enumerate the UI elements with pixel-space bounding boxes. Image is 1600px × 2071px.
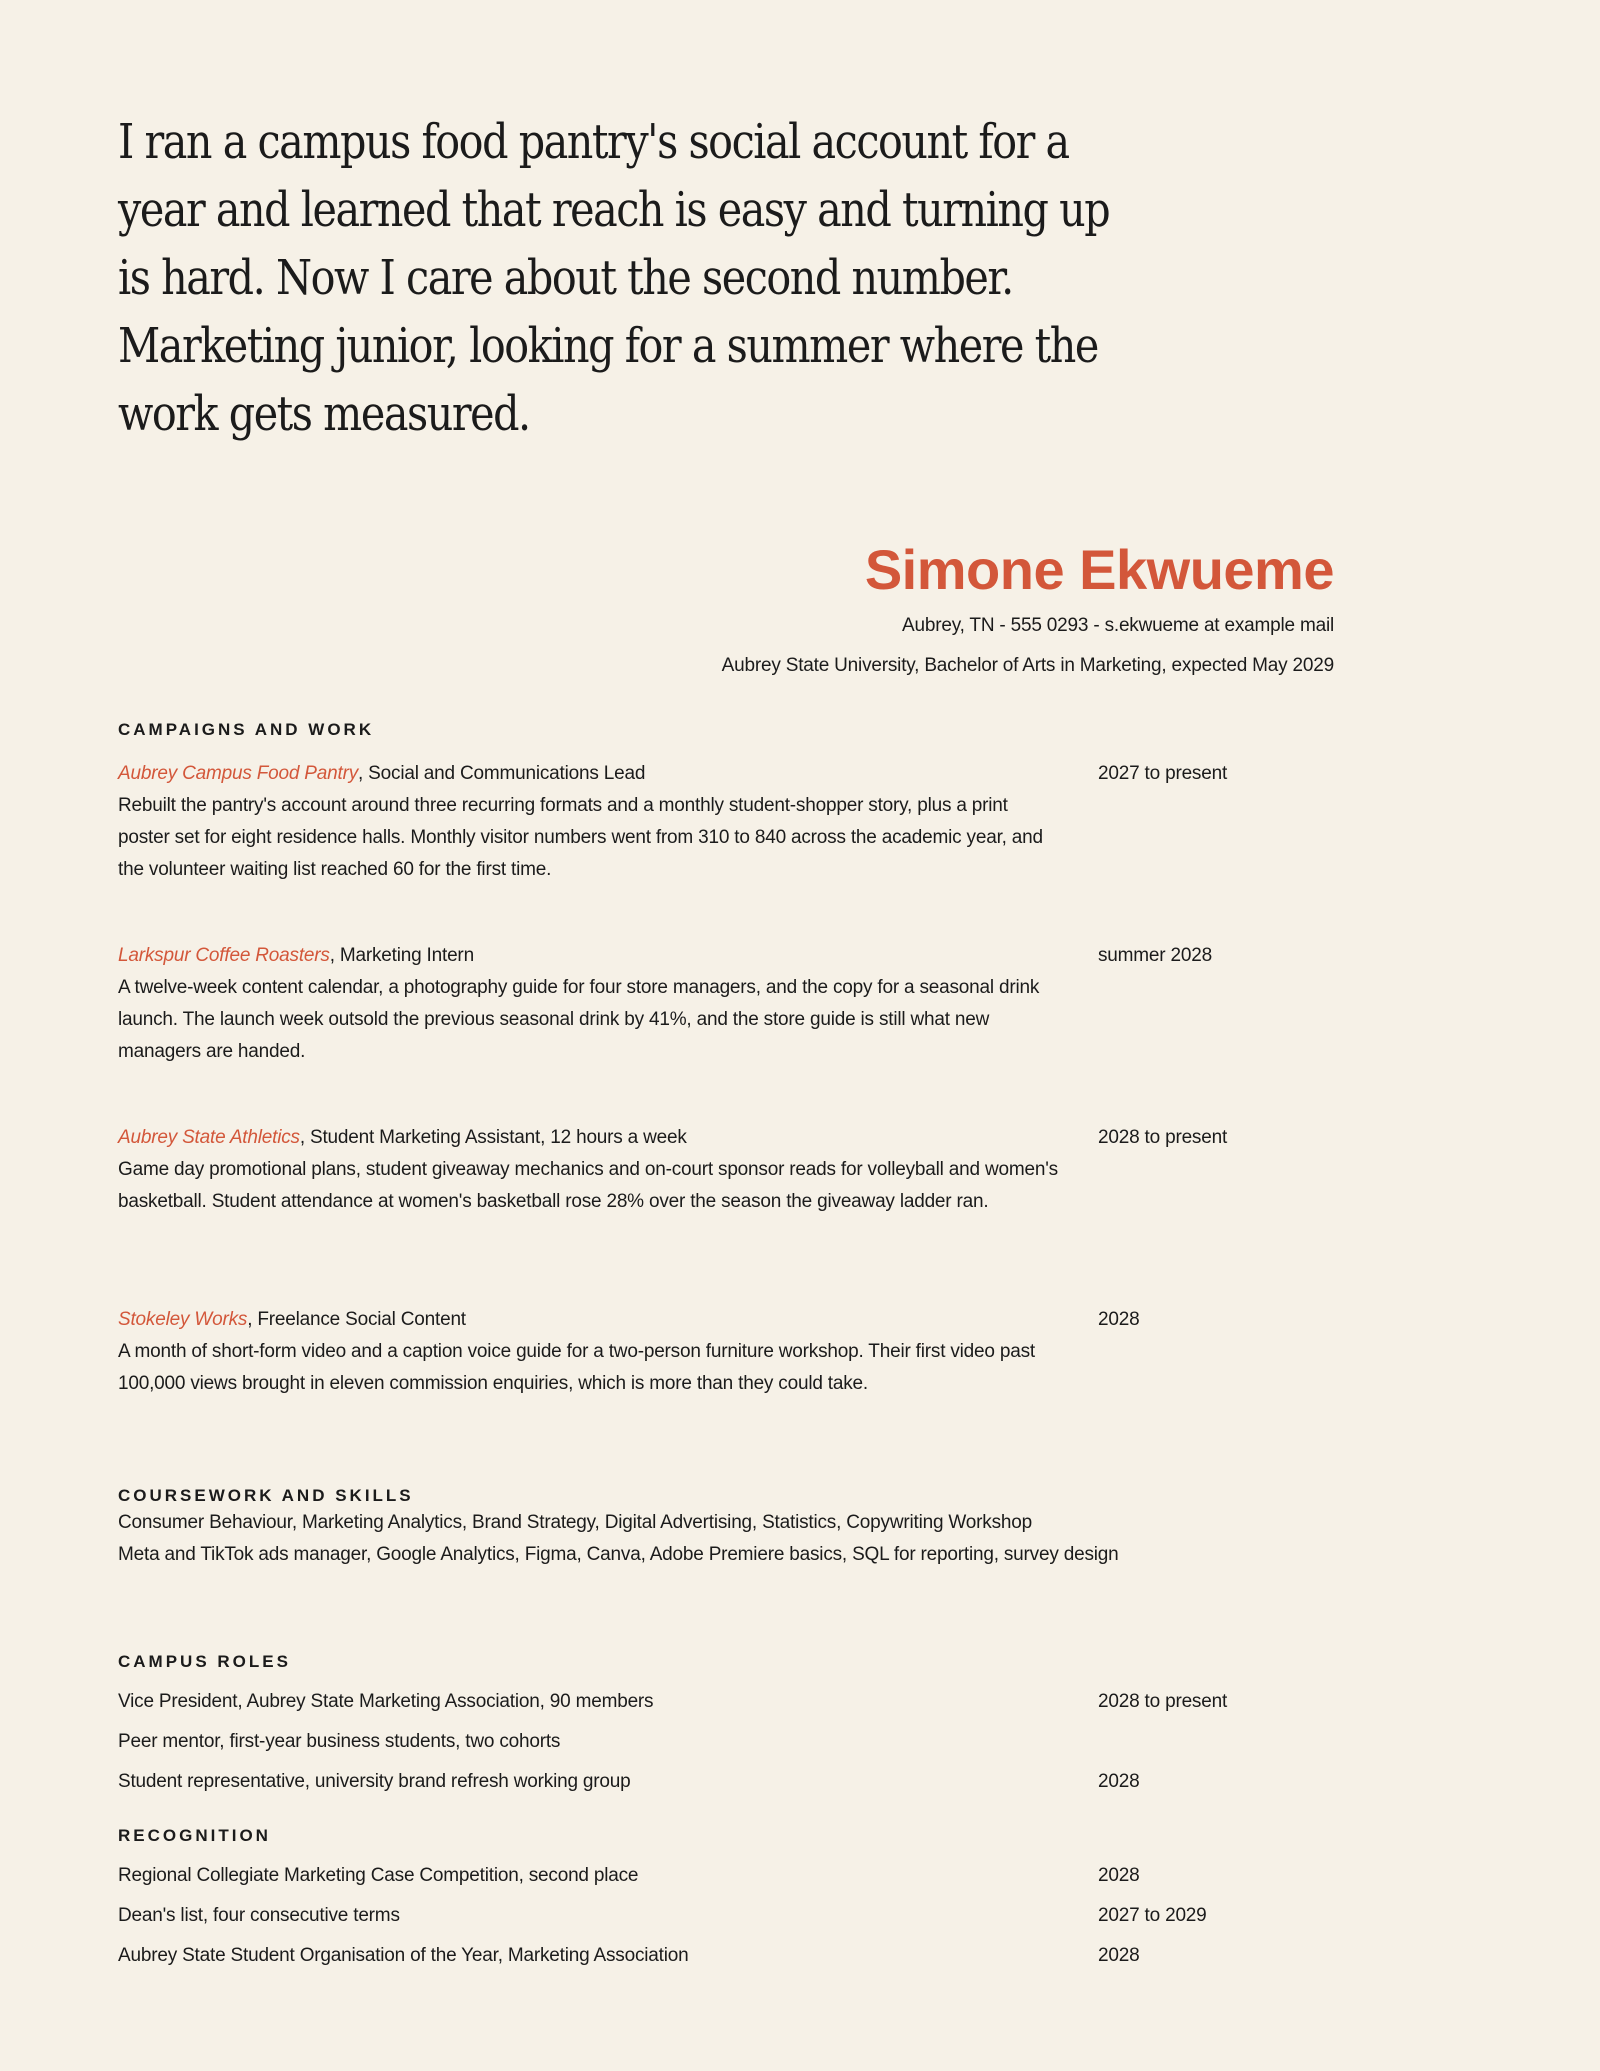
work-entry	[118, 1304, 1334, 1400]
contact-line: Aubrey, TN - 555 0293 - s.ekwueme at example mail	[902, 615, 1334, 636]
campus-role-text: Peer mentor, first-year business students, two cohorts	[118, 1731, 561, 1752]
work-entry-body: A twelve-week content calendar, a photography guide for four store managers, and the copy for a seasonal drink launch. The launch week outsold the previous seasonal drink by 41%, and the store guide is still what new managers are handed.	[118, 977, 1040, 1062]
recognition-text: Regional Collegiate Marketing Case Competition, second place	[118, 1865, 639, 1886]
recognition-date: 2028	[1098, 1945, 1140, 1966]
recognition-date: 2027 to 2029	[1098, 1905, 1207, 1926]
recognition-text: Aubrey State Student Organisation of the Year, Marketing Association	[118, 1945, 689, 1966]
skills-line: Meta and TikTok ads manager, Google Analytics, Figma, Canva, Adobe Premiere basics, SQL for reporting, survey design	[118, 1544, 1119, 1565]
work-entry-body: Rebuilt the pantry's account around three recurring formats and a monthly student-shopper story, plus a print poster set for eight residence halls. Monthly visitor numbers went from 310 to 840 across the academic year, and the volunteer waiting list reached 60 for the first time.	[118, 795, 1043, 880]
section-title-recognition: RECOGNITION	[118, 1826, 271, 1845]
work-entry-body: Game day promotional plans, student giveaway mechanics and on-court sponsor reads for volleyball and women's basketball. Student attendance at women's basketball rose 28% over the season the giveaway ladder ran.	[118, 1159, 1058, 1212]
recognition-row	[118, 1940, 1334, 1972]
work-entry	[118, 758, 1334, 886]
work-entry-org: Stokeley Works	[118, 1309, 248, 1330]
recognition-text: Dean's list, four consecutive terms	[118, 1905, 400, 1926]
campus-role-date: 2028	[1098, 1771, 1140, 1792]
work-entry-body: A month of short-form video and a caption voice guide for a two-person furniture workshop. Their first video past 100,000 views brought in eleven commission enquiries, which is more than they could take.	[118, 1341, 1035, 1394]
campus-role-row	[118, 1726, 1334, 1758]
campus-role-row	[118, 1686, 1334, 1718]
work-entry-org: Aubrey State Athletics	[118, 1127, 300, 1148]
recognition-row	[118, 1860, 1334, 1892]
education-line: Aubrey State University, Bachelor of Arts in Marketing, expected May 2029	[721, 655, 1334, 676]
work-entry	[118, 1122, 1334, 1218]
work-entry-date: 2028 to present	[1098, 1127, 1228, 1148]
recognition-row	[118, 1900, 1334, 1932]
section-title-campus-roles: CAMPUS ROLES	[118, 1652, 291, 1671]
work-entry-date: 2028	[1098, 1309, 1140, 1330]
work-entry-date: 2027 to present	[1098, 763, 1228, 784]
campus-role-row	[118, 1766, 1334, 1798]
candidate-name: Simone Ekwueme	[864, 538, 1334, 601]
intro-statement: I ran a campus food pantry's social account for a year and learned that reach is easy and turning up is hard. Now I care about the second number. Marketing junior, looking for a summer where the work gets measured.	[118, 114, 1110, 442]
section-title-coursework: COURSEWORK AND SKILLS	[118, 1486, 414, 1505]
work-entry-role: , Marketing Intern	[329, 945, 474, 966]
section-title-campaigns: CAMPAIGNS AND WORK	[118, 720, 375, 739]
resume-header	[722, 534, 1334, 686]
coursework-line: Consumer Behaviour, Marketing Analytics, Brand Strategy, Digital Advertising, Statistics, Copywriting Workshop	[118, 1512, 1032, 1533]
recognition-date: 2028	[1098, 1865, 1140, 1886]
work-entry-role: , Freelance Social Content	[247, 1309, 466, 1330]
work-entry-role: , Student Marketing Assistant, 12 hours a week	[299, 1127, 687, 1148]
work-entry-head	[118, 1304, 1334, 1336]
work-entry-role: , Social and Communications Lead	[358, 763, 646, 784]
work-entry-date: summer 2028	[1098, 945, 1212, 966]
work-entry-org: Larkspur Coffee Roasters	[118, 945, 330, 966]
work-entry-org: Aubrey Campus Food Pantry	[118, 763, 359, 784]
work-entry	[118, 940, 1334, 1068]
campus-role-date: 2028 to present	[1098, 1691, 1228, 1712]
campus-role-text: Vice President, Aubrey State Marketing Association, 90 members	[118, 1691, 654, 1712]
campus-role-text: Student representative, university brand refresh working group	[118, 1771, 631, 1792]
